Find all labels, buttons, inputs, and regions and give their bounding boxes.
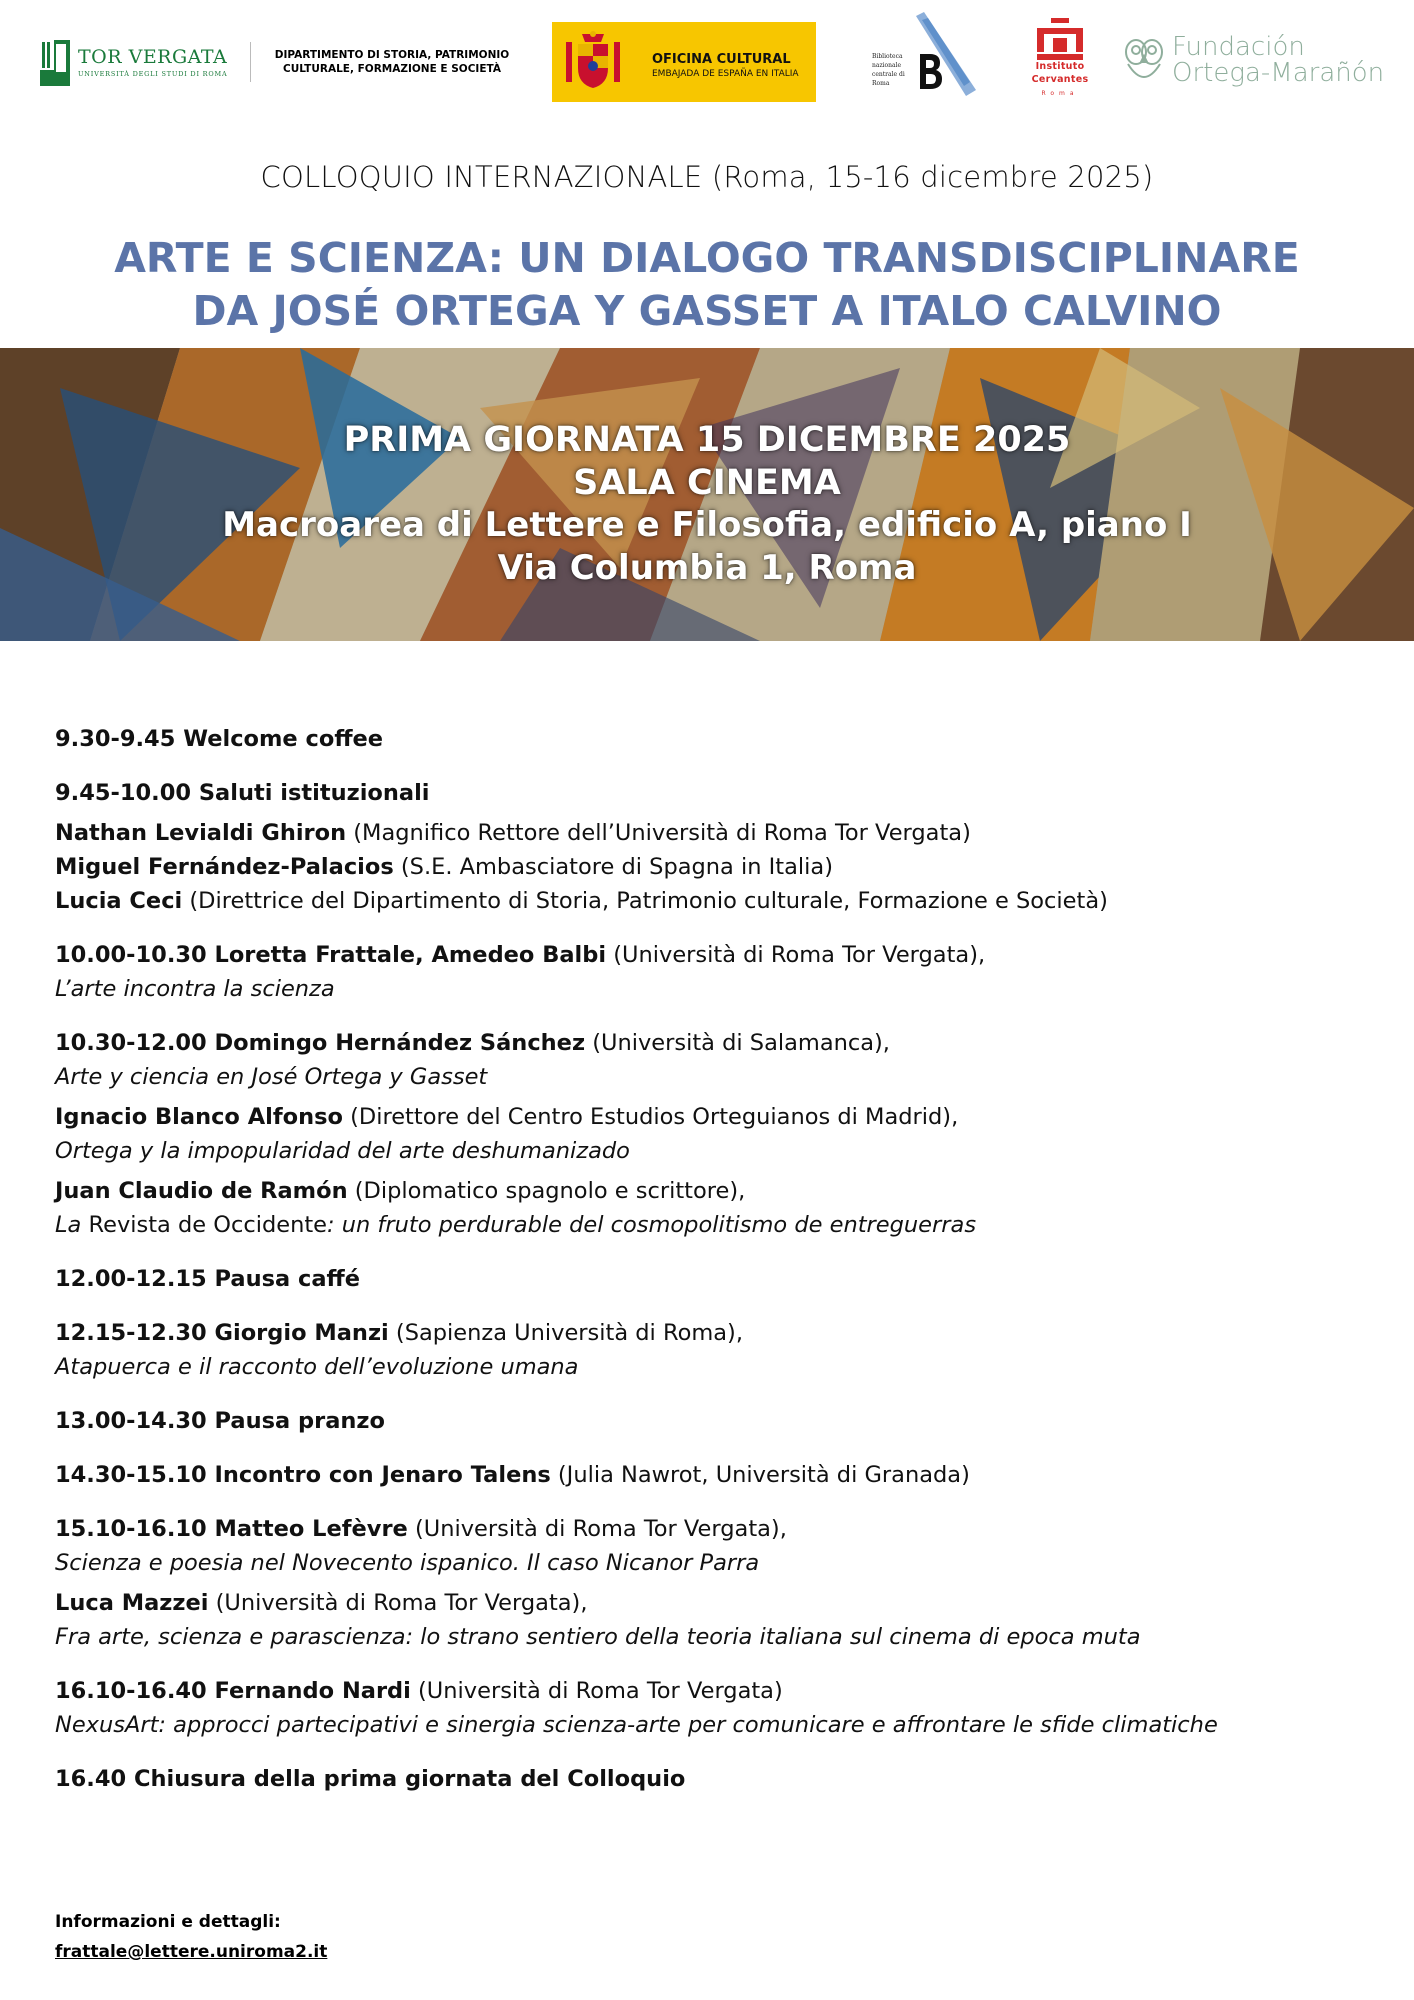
banner-text [0, 418, 1414, 590]
cervantes-city: Roma [1041, 90, 1079, 97]
programme-item [55, 1316, 1385, 1384]
talk-title: L’arte incontra la scienza [55, 976, 335, 1002]
speaker-affiliation: (Direttore del Centro Estudios Orteguianos di Madrid), [342, 1104, 959, 1130]
speaker-name: Ignacio Blanco Alfonso [55, 1104, 343, 1130]
talk-title-part: : un fruto perdurable del cosmopolitismo de entreguerras [327, 1212, 977, 1238]
contact-email-link[interactable]: frattale@lettere.uniroma2.it [55, 1942, 328, 1962]
speaker-name: Miguel Fernández-Palacios [55, 854, 394, 880]
speaker-role: (S.E. Ambasciatore di Spagna in Italia) [393, 854, 833, 880]
talk-title: Atapuerca e il racconto dell’evoluzione umana [55, 1354, 579, 1380]
day-banner [0, 348, 1414, 641]
speaker-line [55, 816, 1385, 850]
page-title-line-1: ARTE E SCIENZA: UN DIALOGO TRANSDISCIPLINARE [114, 234, 1300, 282]
tor-vergata-subtitle: UNIVERSITÀ DEGLI STUDI DI ROMA [78, 70, 228, 78]
programme-item [55, 722, 1385, 756]
logo-divider [250, 42, 251, 82]
fundacion-line-2: Ortega-Marañón [1172, 58, 1385, 88]
lunch-break: 13.00-14.30 Pausa pranzo [55, 1408, 385, 1434]
session-time-speakers: 15.10-16.10 Matteo Lefèvre [55, 1516, 408, 1542]
speaker-affiliation: (Università di Salamanca), [585, 1030, 890, 1056]
session-time-speakers: 14.30-15.10 Incontro con Jenaro Talens [55, 1462, 551, 1488]
contact-label: Informazioni e dettagli: [55, 1912, 281, 1932]
speaker-line [55, 1586, 1385, 1620]
programme-item [55, 1674, 1385, 1742]
speaker-line [55, 1174, 1385, 1208]
speaker-role: (Magnifico Rettore dell’Università di Roma Tor Vergata) [346, 820, 971, 846]
biblioteca-name: Biblioteca nazionale centrale di Roma [872, 53, 905, 87]
speaker-name: Nathan Levialdi Ghiron [55, 820, 347, 846]
tor-vergata-mark-icon [40, 40, 70, 86]
programme-item [55, 1026, 1385, 1242]
speaker-line [55, 850, 1385, 884]
programme-item [55, 776, 1385, 918]
owl-emblem-icon [1120, 34, 1168, 86]
banner-building: Macroarea di Lettere e Filosofia, edificio A, piano I [222, 505, 1192, 545]
session-time-speakers: 16.10-16.40 Fernando Nardi [55, 1678, 411, 1704]
instituto-cervantes-logo [1020, 18, 1100, 118]
welcome-coffee: 9.30-9.45 Welcome coffee [55, 726, 384, 752]
department-line-2: CULTURALE, FORMAZIONE E SOCIETÀ [283, 63, 501, 75]
session-heading [55, 1512, 1385, 1546]
speaker-name: Juan Claudio de Ramón [55, 1178, 348, 1204]
talk-title-part: Revista de Occidente [81, 1212, 328, 1238]
speaker-affiliation: (Università di Roma Tor Vergata) [410, 1678, 783, 1704]
session-time-speakers: 10.00-10.30 Loretta Frattale, Amedeo Balbi [55, 942, 607, 968]
banner-address: Via Columbia 1, Roma [497, 548, 917, 588]
programme-item [55, 1262, 1385, 1296]
speaker-line [55, 884, 1385, 918]
session-heading [55, 1458, 1385, 1492]
banner-room: SALA CINEMA [573, 463, 841, 503]
closing: 16.40 Chiusura della prima giornata del Colloquio [55, 1766, 686, 1792]
speaker-affiliation: (Diplomatico spagnolo e scrittore), [347, 1178, 746, 1204]
page-title [0, 232, 1414, 338]
cervantes-emblem-icon [1031, 18, 1089, 60]
speaker-line [55, 1100, 1385, 1134]
cervantes-line-1: Instituto [1035, 61, 1085, 72]
session-time-speakers: 12.15-12.30 Giorgio Manzi [55, 1320, 389, 1346]
tor-vergata-logo [40, 40, 240, 86]
colloquium-heading: COLLOQUIO INTERNAZIONALE (Roma, 15-16 dicembre 2025) [260, 160, 1154, 194]
programme-item [55, 1512, 1385, 1654]
speaker-role: (Direttrice del Dipartimento di Storia, Patrimonio culturale, Formazione e Società) [182, 888, 1108, 914]
talk-title: Ortega y la impopularidad del arte deshumanizado [55, 1138, 630, 1164]
biblioteca-nazionale-logo [866, 10, 986, 102]
session-heading [55, 1316, 1385, 1350]
speaker-affiliation: (Università di Roma Tor Vergata), [606, 942, 986, 968]
session-heading [55, 938, 1385, 972]
speaker-name: Luca Mazzei [55, 1590, 209, 1616]
session-heading [55, 1026, 1385, 1060]
programme-item [55, 1762, 1385, 1796]
session-time-speakers: 10.30-12.00 Domingo Hernández Sánchez [55, 1030, 586, 1056]
programme [55, 722, 1385, 1816]
fundacion-ortega-maranon-logo [1120, 30, 1410, 90]
talk-title [55, 1208, 1385, 1242]
tor-vergata-name: TOR VERGATA [78, 46, 228, 68]
talk-title: NexusArt: approcci partecipativi e sinergia scienza-arte per comunicare e affrontare le sfide climatiche [55, 1712, 1218, 1738]
fundacion-line-1: Fundación [1172, 32, 1305, 62]
department-line-1: DIPARTIMENTO DI STORIA, PATRIMONIO [274, 49, 510, 61]
logo-bar [0, 0, 1414, 130]
cervantes-line-2: Cervantes [1031, 74, 1089, 85]
programme-item [55, 1458, 1385, 1492]
oficina-cultural-subtitle: EMBAJADA DE ESPAÑA EN ITALIA [652, 69, 799, 79]
speaker-affiliation: (Università di Roma Tor Vergata), [407, 1516, 787, 1542]
contact-footer [55, 1907, 327, 1967]
speaker-name: Lucia Ceci [55, 888, 183, 914]
banner-date: PRIMA GIORNATA 15 DICEMBRE 2025 [343, 420, 1071, 460]
talk-title: Arte y ciencia en José Ortega y Gasset [55, 1064, 488, 1090]
talk-title: Fra arte, scienza e parascienza: lo strano sentiero della teoria italiana sul cinema di epoca muta [55, 1624, 1141, 1650]
spain-coat-of-arms-icon [562, 30, 624, 94]
programme-item [55, 938, 1385, 1006]
talk-title-part: La [55, 1212, 82, 1238]
department-logo [262, 48, 522, 76]
oficina-cultural-title: OFICINA CULTURAL [652, 52, 791, 67]
coffee-break: 12.00-12.15 Pausa caffé [55, 1266, 361, 1292]
speaker-affiliation: (Julia Nawrot, Università di Granada) [550, 1462, 970, 1488]
talk-title: Scienza e poesia nel Novecento ispanico. Il caso Nicanor Parra [55, 1550, 760, 1576]
speaker-affiliation: (Sapienza Università di Roma), [388, 1320, 743, 1346]
speaker-affiliation: (Università di Roma Tor Vergata), [208, 1590, 588, 1616]
saluti-heading: 9.45-10.00 Saluti istituzionali [55, 780, 430, 806]
session-heading [55, 1674, 1385, 1708]
oficina-cultural-logo [552, 22, 816, 102]
page-title-line-2: DA JOSÉ ORTEGA Y GASSET A ITALO CALVINO [192, 287, 1222, 335]
programme-item [55, 1404, 1385, 1438]
